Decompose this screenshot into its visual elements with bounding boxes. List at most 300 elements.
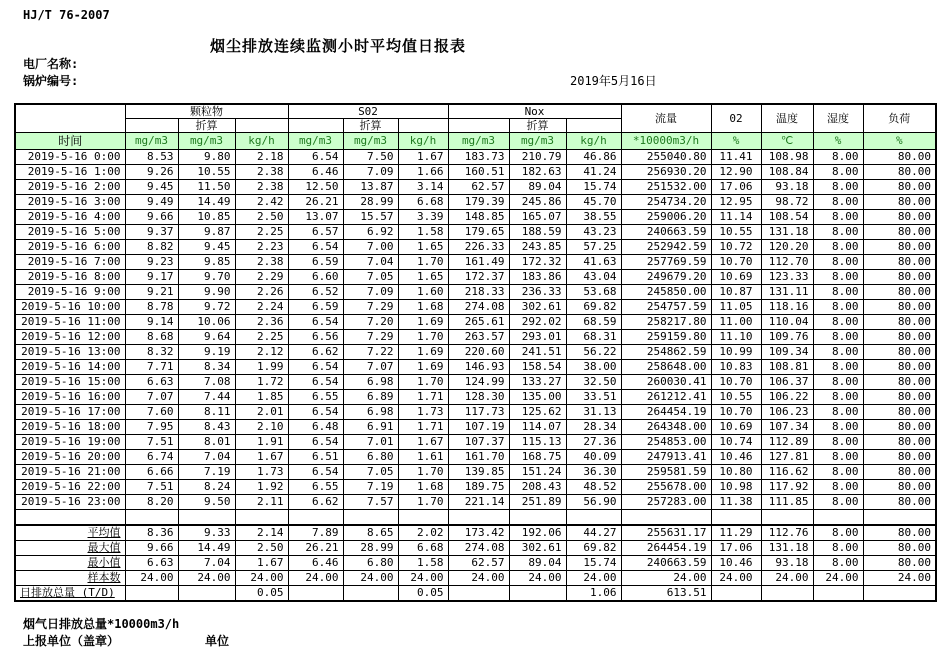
value-cell: 1.69 xyxy=(398,360,448,375)
summary-value-cell: 62.57 xyxy=(448,556,509,571)
value-cell: 69.82 xyxy=(566,300,621,315)
value-cell: 1.65 xyxy=(398,270,448,285)
subheader-converted-pm: 折算 xyxy=(178,119,235,133)
value-cell: 80.00 xyxy=(863,240,936,255)
table-row xyxy=(15,180,936,195)
value-cell: 302.61 xyxy=(509,300,566,315)
value-cell: 8.00 xyxy=(813,270,863,285)
value-cell: 11.41 xyxy=(711,150,761,165)
value-cell: 8.00 xyxy=(813,195,863,210)
subheader-converted-so2: 折算 xyxy=(343,119,398,133)
value-cell: 6.92 xyxy=(343,225,398,240)
value-cell: 249679.20 xyxy=(621,270,711,285)
boiler-no-label: 锅炉编号: xyxy=(23,74,79,88)
summary-value-cell xyxy=(448,586,509,602)
value-cell: 220.60 xyxy=(448,345,509,360)
value-cell: 80.00 xyxy=(863,300,936,315)
value-cell: 11.38 xyxy=(711,495,761,510)
value-cell: 43.23 xyxy=(566,225,621,240)
value-cell: 48.52 xyxy=(566,480,621,495)
value-cell: 111.85 xyxy=(761,495,813,510)
summary-value-cell: 0.05 xyxy=(398,586,448,602)
value-cell: 252942.59 xyxy=(621,240,711,255)
table-row xyxy=(15,285,936,300)
value-cell: 139.85 xyxy=(448,465,509,480)
value-cell: 43.04 xyxy=(566,270,621,285)
value-cell: 114.07 xyxy=(509,420,566,435)
summary-value-cell: 80.00 xyxy=(863,556,936,571)
value-cell: 80.00 xyxy=(863,435,936,450)
summary-value-cell: 24.00 xyxy=(711,571,761,586)
report-table xyxy=(14,103,937,602)
time-cell: 2019-5-16 0:00 xyxy=(15,150,125,165)
time-cell: 2019-5-16 6:00 xyxy=(15,240,125,255)
table-row xyxy=(15,495,936,510)
table-row xyxy=(15,345,936,360)
summary-value-cell: 89.04 xyxy=(509,556,566,571)
value-cell: 8.00 xyxy=(813,360,863,375)
table-row xyxy=(15,150,936,165)
summary-value-cell: 0.05 xyxy=(235,586,288,602)
value-cell: 188.59 xyxy=(509,225,566,240)
summary-value-cell: 2.02 xyxy=(398,525,448,541)
value-cell: 10.55 xyxy=(178,165,235,180)
col-header-o2: 02 xyxy=(711,104,761,133)
summary-value-cell: 24.00 xyxy=(566,571,621,586)
summary-value-cell xyxy=(863,586,936,602)
value-cell: 8.53 xyxy=(125,150,178,165)
value-cell: 116.62 xyxy=(761,465,813,480)
empty-cell xyxy=(566,510,621,526)
unit-header: % xyxy=(813,133,863,150)
value-cell: 7.51 xyxy=(125,435,178,450)
summary-value-cell: 8.00 xyxy=(813,525,863,541)
value-cell: 254853.00 xyxy=(621,435,711,450)
time-cell: 2019-5-16 13:00 xyxy=(15,345,125,360)
table-row xyxy=(15,300,936,315)
value-cell: 109.34 xyxy=(761,345,813,360)
value-cell: 10.06 xyxy=(178,315,235,330)
value-cell: 165.07 xyxy=(509,210,566,225)
value-cell: 6.54 xyxy=(288,360,343,375)
value-cell: 33.51 xyxy=(566,390,621,405)
value-cell: 8.00 xyxy=(813,435,863,450)
value-cell: 6.56 xyxy=(288,330,343,345)
value-cell: 9.87 xyxy=(178,225,235,240)
value-cell: 27.36 xyxy=(566,435,621,450)
subheader-blank xyxy=(566,119,621,133)
value-cell: 80.00 xyxy=(863,450,936,465)
value-cell: 9.37 xyxy=(125,225,178,240)
empty-cell xyxy=(288,510,343,526)
summary-row-daily-total xyxy=(15,586,936,602)
value-cell: 8.00 xyxy=(813,315,863,330)
value-cell: 109.76 xyxy=(761,330,813,345)
value-cell: 1.65 xyxy=(398,240,448,255)
subheader-converted-nox: 折算 xyxy=(509,119,566,133)
value-cell: 80.00 xyxy=(863,225,936,240)
table-row xyxy=(15,420,936,435)
value-cell: 7.19 xyxy=(178,465,235,480)
empty-cell xyxy=(621,510,711,526)
value-cell: 259581.59 xyxy=(621,465,711,480)
table-row xyxy=(15,435,936,450)
subheader-blank xyxy=(288,119,343,133)
summary-value-cell: 24.00 xyxy=(863,571,936,586)
summary-row-average xyxy=(15,525,936,541)
unit-header: kg/h xyxy=(235,133,288,150)
value-cell: 7.29 xyxy=(343,300,398,315)
value-cell: 2.01 xyxy=(235,405,288,420)
value-cell: 146.93 xyxy=(448,360,509,375)
value-cell: 7.05 xyxy=(343,270,398,285)
value-cell: 131.18 xyxy=(761,225,813,240)
unit-header: kg/h xyxy=(398,133,448,150)
report-unit-line xyxy=(23,632,943,650)
value-cell: 6.48 xyxy=(288,420,343,435)
table-row xyxy=(15,315,936,330)
summary-value-cell: 6.46 xyxy=(288,556,343,571)
summary-value-cell: 8.00 xyxy=(813,556,863,571)
value-cell: 10.80 xyxy=(711,465,761,480)
value-cell: 14.49 xyxy=(178,195,235,210)
value-cell: 89.04 xyxy=(509,180,566,195)
group-header-so2: S02 xyxy=(288,104,448,119)
value-cell: 1.58 xyxy=(398,225,448,240)
value-cell: 168.75 xyxy=(509,450,566,465)
summary-value-cell: 8.00 xyxy=(813,541,863,556)
summary-value-cell: 80.00 xyxy=(863,525,936,541)
value-cell: 9.66 xyxy=(125,210,178,225)
value-cell: 3.14 xyxy=(398,180,448,195)
value-cell: 12.95 xyxy=(711,195,761,210)
value-cell: 46.86 xyxy=(566,150,621,165)
value-cell: 158.54 xyxy=(509,360,566,375)
col-header-temperature: 温度 xyxy=(761,104,813,133)
summary-value-cell xyxy=(813,586,863,602)
value-cell: 9.85 xyxy=(178,255,235,270)
value-cell: 9.70 xyxy=(178,270,235,285)
empty-cell xyxy=(711,510,761,526)
value-cell: 6.54 xyxy=(288,435,343,450)
value-cell: 10.85 xyxy=(178,210,235,225)
value-cell: 6.46 xyxy=(288,165,343,180)
time-cell: 2019-5-16 4:00 xyxy=(15,210,125,225)
summary-value-cell: 93.18 xyxy=(761,556,813,571)
value-cell: 11.14 xyxy=(711,210,761,225)
value-cell: 106.22 xyxy=(761,390,813,405)
value-cell: 53.68 xyxy=(566,285,621,300)
value-cell: 7.29 xyxy=(343,330,398,345)
value-cell: 208.43 xyxy=(509,480,566,495)
time-cell: 2019-5-16 22:00 xyxy=(15,480,125,495)
value-cell: 10.46 xyxy=(711,450,761,465)
value-cell: 8.00 xyxy=(813,255,863,270)
summary-value-cell: 7.89 xyxy=(288,525,343,541)
value-cell: 2.18 xyxy=(235,150,288,165)
value-cell: 1.92 xyxy=(235,480,288,495)
value-cell: 8.00 xyxy=(813,150,863,165)
empty-cell xyxy=(509,510,566,526)
time-cell: 2019-5-16 3:00 xyxy=(15,195,125,210)
value-cell: 3.39 xyxy=(398,210,448,225)
value-cell: 7.44 xyxy=(178,390,235,405)
value-cell: 80.00 xyxy=(863,465,936,480)
summary-value-cell: 24.00 xyxy=(235,571,288,586)
value-cell: 151.24 xyxy=(509,465,566,480)
time-cell: 2019-5-16 12:00 xyxy=(15,330,125,345)
empty-cell xyxy=(398,510,448,526)
unit-header: kg/h xyxy=(566,133,621,150)
value-cell: 80.00 xyxy=(863,420,936,435)
value-cell: 6.80 xyxy=(343,450,398,465)
summary-value-cell: 7.04 xyxy=(178,556,235,571)
value-cell: 118.16 xyxy=(761,300,813,315)
value-cell: 2.11 xyxy=(235,495,288,510)
time-header: 时间 xyxy=(15,133,125,150)
time-cell: 2019-5-16 21:00 xyxy=(15,465,125,480)
value-cell: 8.00 xyxy=(813,465,863,480)
summary-value-cell: 264454.19 xyxy=(621,541,711,556)
summary-value-cell: 24.00 xyxy=(288,571,343,586)
value-cell: 6.57 xyxy=(288,225,343,240)
value-cell: 241.51 xyxy=(509,345,566,360)
value-cell: 80.00 xyxy=(863,480,936,495)
summary-value-cell: 26.21 xyxy=(288,541,343,556)
value-cell: 2.24 xyxy=(235,300,288,315)
value-cell: 26.21 xyxy=(288,195,343,210)
unit-header: mg/m3 xyxy=(509,133,566,150)
value-cell: 257769.59 xyxy=(621,255,711,270)
value-cell: 17.06 xyxy=(711,180,761,195)
value-cell: 6.74 xyxy=(125,450,178,465)
value-cell: 8.00 xyxy=(813,330,863,345)
table-row xyxy=(15,225,936,240)
value-cell: 7.01 xyxy=(343,435,398,450)
summary-value-cell xyxy=(125,586,178,602)
gas-daily-total-label: 烟气日排放总量*10000m3/h xyxy=(23,617,180,631)
value-cell: 6.98 xyxy=(343,405,398,420)
value-cell: 1.73 xyxy=(235,465,288,480)
value-cell: 8.00 xyxy=(813,450,863,465)
value-cell: 6.55 xyxy=(288,480,343,495)
value-cell: 115.13 xyxy=(509,435,566,450)
value-cell: 15.57 xyxy=(343,210,398,225)
value-cell: 240663.59 xyxy=(621,225,711,240)
value-cell: 6.59 xyxy=(288,300,343,315)
value-cell: 245850.00 xyxy=(621,285,711,300)
value-cell: 7.05 xyxy=(343,465,398,480)
value-cell: 8.01 xyxy=(178,435,235,450)
value-cell: 9.45 xyxy=(125,180,178,195)
value-cell: 41.24 xyxy=(566,165,621,180)
value-cell: 1.60 xyxy=(398,285,448,300)
empty-cell xyxy=(125,510,178,526)
table-row xyxy=(15,405,936,420)
summary-row-max xyxy=(15,541,936,556)
value-cell: 8.82 xyxy=(125,240,178,255)
value-cell: 8.34 xyxy=(178,360,235,375)
value-cell: 12.90 xyxy=(711,165,761,180)
value-cell: 6.54 xyxy=(288,315,343,330)
value-cell: 6.54 xyxy=(288,465,343,480)
subheader-blank xyxy=(398,119,448,133)
value-cell: 2.29 xyxy=(235,270,288,285)
value-cell: 40.09 xyxy=(566,450,621,465)
subheader-blank xyxy=(125,119,178,133)
value-cell: 182.63 xyxy=(509,165,566,180)
value-cell: 8.00 xyxy=(813,300,863,315)
value-cell: 6.98 xyxy=(343,375,398,390)
unit-header: *10000m3/h xyxy=(621,133,711,150)
report-page xyxy=(0,8,943,650)
value-cell: 172.32 xyxy=(509,255,566,270)
value-cell: 1.91 xyxy=(235,435,288,450)
time-cell: 2019-5-16 1:00 xyxy=(15,165,125,180)
table-row xyxy=(15,465,936,480)
value-cell: 8.68 xyxy=(125,330,178,345)
value-cell: 62.57 xyxy=(448,180,509,195)
value-cell: 108.81 xyxy=(761,360,813,375)
value-cell: 9.49 xyxy=(125,195,178,210)
value-cell: 10.70 xyxy=(711,405,761,420)
value-cell: 2.10 xyxy=(235,420,288,435)
value-cell: 108.54 xyxy=(761,210,813,225)
value-cell: 28.34 xyxy=(566,420,621,435)
empty-cell xyxy=(178,510,235,526)
summary-row-samples xyxy=(15,571,936,586)
time-cell: 2019-5-16 5:00 xyxy=(15,225,125,240)
value-cell: 7.07 xyxy=(343,360,398,375)
value-cell: 68.31 xyxy=(566,330,621,345)
value-cell: 131.11 xyxy=(761,285,813,300)
summary-value-cell: 9.66 xyxy=(125,541,178,556)
value-cell: 31.13 xyxy=(566,405,621,420)
value-cell: 2.23 xyxy=(235,240,288,255)
time-cell: 2019-5-16 18:00 xyxy=(15,420,125,435)
unit-header: mg/m3 xyxy=(125,133,178,150)
summary-value-cell: 6.63 xyxy=(125,556,178,571)
value-cell: 265.61 xyxy=(448,315,509,330)
subheader-blank xyxy=(448,119,509,133)
value-cell: 2.42 xyxy=(235,195,288,210)
value-cell: 7.09 xyxy=(343,285,398,300)
group-header-nox: Nox xyxy=(448,104,621,119)
value-cell: 80.00 xyxy=(863,315,936,330)
value-cell: 2.12 xyxy=(235,345,288,360)
value-cell: 10.83 xyxy=(711,360,761,375)
value-cell: 221.14 xyxy=(448,495,509,510)
summary-value-cell xyxy=(761,586,813,602)
value-cell: 8.20 xyxy=(125,495,178,510)
summary-value-cell xyxy=(343,586,398,602)
value-cell: 135.00 xyxy=(509,390,566,405)
summary-value-cell xyxy=(288,586,343,602)
summary-value-cell: 11.29 xyxy=(711,525,761,541)
value-cell: 1.72 xyxy=(235,375,288,390)
value-cell: 161.70 xyxy=(448,450,509,465)
summary-value-cell: 24.00 xyxy=(448,571,509,586)
time-cell: 2019-5-16 17:00 xyxy=(15,405,125,420)
summary-value-cell: 255631.17 xyxy=(621,525,711,541)
time-cell: 2019-5-16 9:00 xyxy=(15,285,125,300)
value-cell: 8.00 xyxy=(813,225,863,240)
value-cell: 259159.80 xyxy=(621,330,711,345)
table-row xyxy=(15,360,936,375)
value-cell: 127.81 xyxy=(761,450,813,465)
time-cell: 2019-5-16 11:00 xyxy=(15,315,125,330)
summary-value-cell xyxy=(711,586,761,602)
value-cell: 2.26 xyxy=(235,285,288,300)
value-cell: 1.71 xyxy=(398,390,448,405)
value-cell: 38.00 xyxy=(566,360,621,375)
value-cell: 8.43 xyxy=(178,420,235,435)
value-cell: 226.33 xyxy=(448,240,509,255)
value-cell: 7.95 xyxy=(125,420,178,435)
value-cell: 243.85 xyxy=(509,240,566,255)
value-cell: 11.05 xyxy=(711,300,761,315)
value-cell: 245.86 xyxy=(509,195,566,210)
empty-cell xyxy=(343,510,398,526)
value-cell: 1.67 xyxy=(235,450,288,465)
table-row xyxy=(15,210,936,225)
value-cell: 7.04 xyxy=(178,450,235,465)
value-cell: 80.00 xyxy=(863,360,936,375)
value-cell: 7.00 xyxy=(343,240,398,255)
summary-value-cell: 24.00 xyxy=(178,571,235,586)
value-cell: 10.98 xyxy=(711,480,761,495)
value-cell: 2.38 xyxy=(235,180,288,195)
value-cell: 9.90 xyxy=(178,285,235,300)
summary-value-cell: 240663.59 xyxy=(621,556,711,571)
empty-cell xyxy=(761,510,813,526)
value-cell: 10.55 xyxy=(711,390,761,405)
value-cell: 6.54 xyxy=(288,405,343,420)
value-cell: 8.00 xyxy=(813,480,863,495)
value-cell: 1.70 xyxy=(398,465,448,480)
empty-cell xyxy=(813,510,863,526)
empty-cell xyxy=(448,510,509,526)
value-cell: 1.67 xyxy=(398,435,448,450)
value-cell: 80.00 xyxy=(863,285,936,300)
value-cell: 7.60 xyxy=(125,405,178,420)
unit-header: mg/m3 xyxy=(448,133,509,150)
value-cell: 9.14 xyxy=(125,315,178,330)
summary-value-cell: 1.67 xyxy=(235,556,288,571)
value-cell: 80.00 xyxy=(863,495,936,510)
value-cell: 9.17 xyxy=(125,270,178,285)
summary-value-cell: 8.36 xyxy=(125,525,178,541)
value-cell: 6.62 xyxy=(288,345,343,360)
value-cell: 93.18 xyxy=(761,180,813,195)
value-cell: 6.55 xyxy=(288,390,343,405)
value-cell: 117.92 xyxy=(761,480,813,495)
value-cell: 56.90 xyxy=(566,495,621,510)
value-cell: 263.57 xyxy=(448,330,509,345)
summary-value-cell: 14.49 xyxy=(178,541,235,556)
plant-name-label: 电厂名称: xyxy=(23,57,79,71)
value-cell: 160.51 xyxy=(448,165,509,180)
value-cell: 6.54 xyxy=(288,150,343,165)
value-cell: 179.39 xyxy=(448,195,509,210)
value-cell: 117.73 xyxy=(448,405,509,420)
value-cell: 9.45 xyxy=(178,240,235,255)
table-row xyxy=(15,450,936,465)
value-cell: 45.70 xyxy=(566,195,621,210)
value-cell: 172.37 xyxy=(448,270,509,285)
value-cell: 8.00 xyxy=(813,285,863,300)
value-cell: 10.99 xyxy=(711,345,761,360)
